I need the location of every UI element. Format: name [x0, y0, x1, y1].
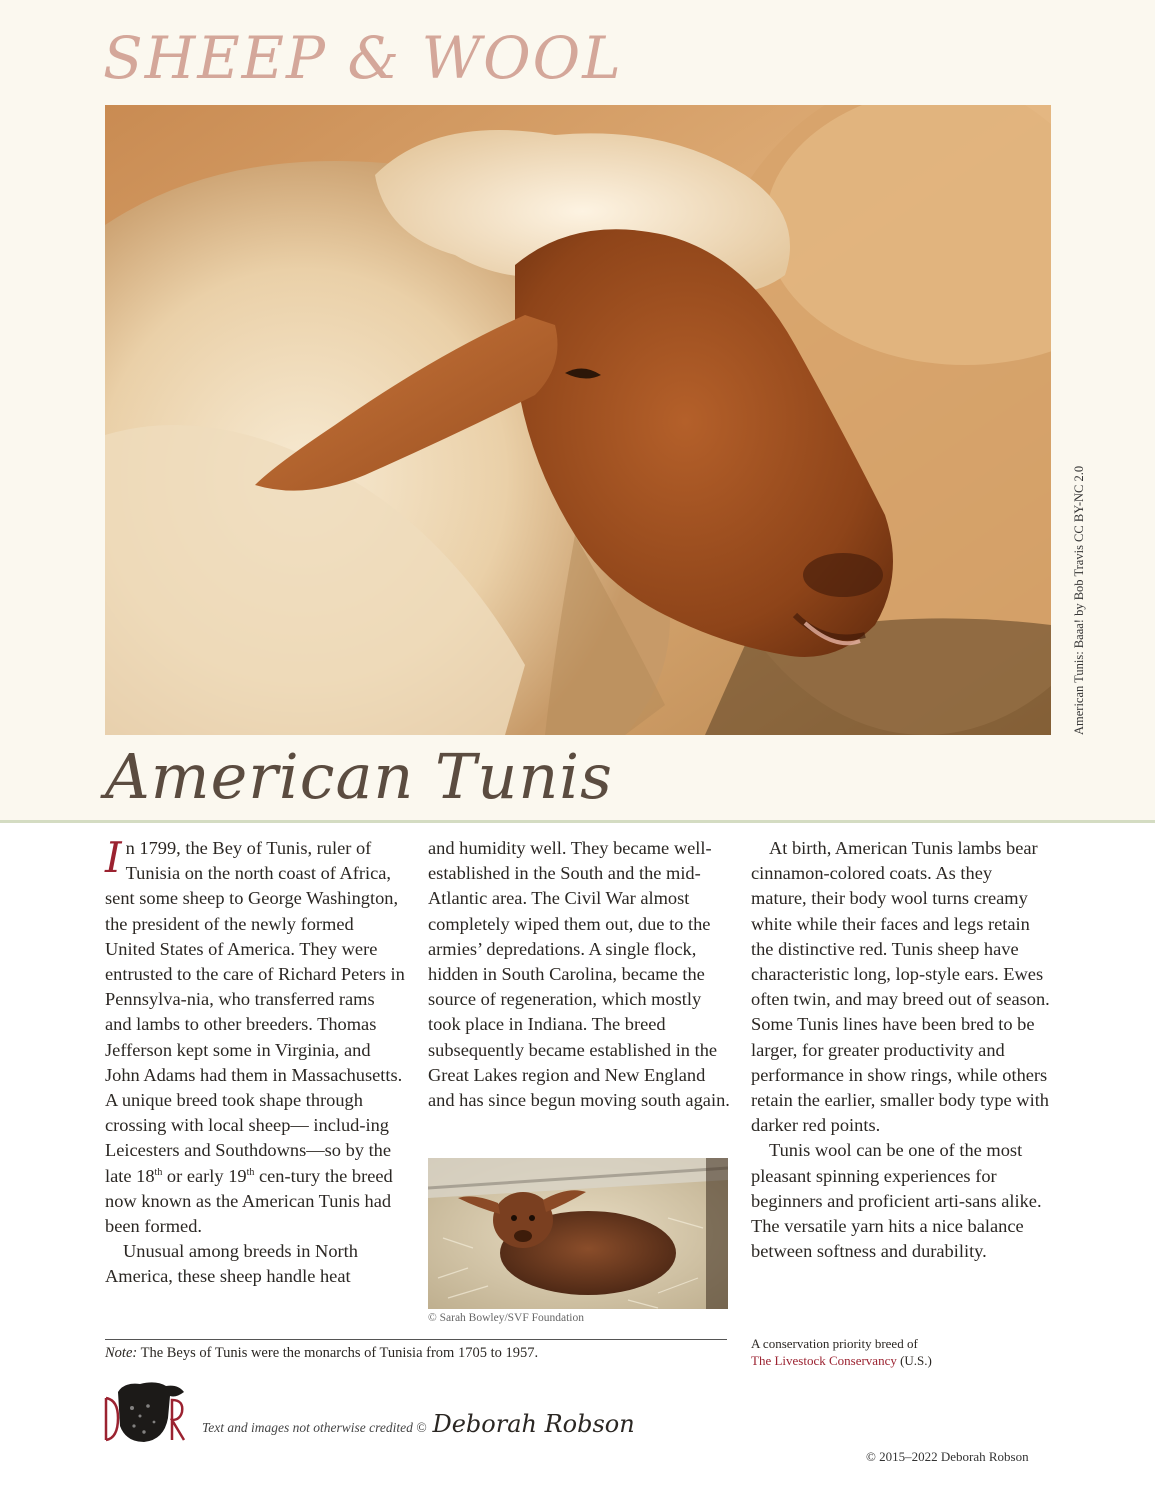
- paragraph: At birth, American Tunis lambs bear cinnamon-colored coats. As they mature, their body wool turns creamy white while their faces and legs retain the distinctive red. Tunis sheep have characteristic long, lop-style ears. Ewes often twin, and may breed out of season. Some Tunis lines have been bred to be larger, for greater productivity and performance in show rings, while others retain the earlier, smaller body type with darker red points.: [751, 838, 1050, 1136]
- hero-photo: [105, 105, 1051, 735]
- note-divider: [105, 1339, 727, 1340]
- lamb-photo: [428, 1158, 728, 1309]
- page-title: American Tunis: [105, 740, 613, 813]
- note-label: Note:: [105, 1345, 138, 1361]
- drop-cap: I: [105, 833, 122, 882]
- footer-credit: Text and images not otherwise credited © Deborah Robson: [202, 1410, 635, 1438]
- paragraph: Unusual among breeds in North America, these sheep handle heat: [105, 1241, 358, 1287]
- section-divider: [0, 820, 1155, 823]
- hero-photo-credit: American Tunis: Baaa! by Bob Travis CC BY-NC 2.0: [1072, 465, 1086, 735]
- copyright: © 2015–2022 Deborah Robson: [866, 1449, 1029, 1464]
- article-column-1: [105, 833, 405, 1290]
- sheep-logo-icon: [104, 1378, 186, 1444]
- lamb-photo-credit: © Sarah Bowley/SVF Foundation: [428, 1312, 585, 1324]
- paragraph: In 1799, the Bey of Tunis, ruler of Tunisia on the north coast of Africa, sent some sheep to George Washington, the president of the newly formed United States of America. They were entrusted to the care of Richard Peters in Pennsylva-nia, who transferred rams and lambs to other breeders. Thomas Jefferson kept some in Virginia, and John Adams had them in Massachusetts. A unique breed took shape through crossing with local sheep— includ-ing Leicesters and Southdowns—so by the late 18th or early 19th cen-tury the breed now known as the American Tunis had been formed.: [105, 833, 405, 1237]
- author-signature: Deborah Robson: [432, 1410, 635, 1438]
- conservation-note: A conservation priority breed of The Livestock Conservancy (U.S.): [751, 1336, 932, 1368]
- article-column-3: [751, 836, 1051, 1264]
- paragraph: and humidity well. They became well-established in the South and the mid-Atlantic area. The Civil War almost completely wiped them out, due to the armies’ depredations. A single flock, hidden in South Carolina, became the source of regeneration, which mostly took place in Indiana. The breed subsequently became established in the Great Lakes region and New England and has since begun moving south again.: [428, 838, 730, 1111]
- livestock-conservancy-link[interactable]: The Livestock Conservancy: [751, 1353, 897, 1368]
- paragraph: Tunis wool can be one of the most pleasant spinning experiences for beginners and proficient arti-sans alike. The versatile yarn hits a nice balance between softness and durability.: [751, 1140, 1042, 1262]
- brand-title: SHEEP & WOOL: [103, 24, 623, 92]
- footnote: Note: The Beys of Tunis were the monarchs of Tunisia from 1705 to 1957.: [105, 1345, 539, 1361]
- article-column-2: [428, 836, 731, 1113]
